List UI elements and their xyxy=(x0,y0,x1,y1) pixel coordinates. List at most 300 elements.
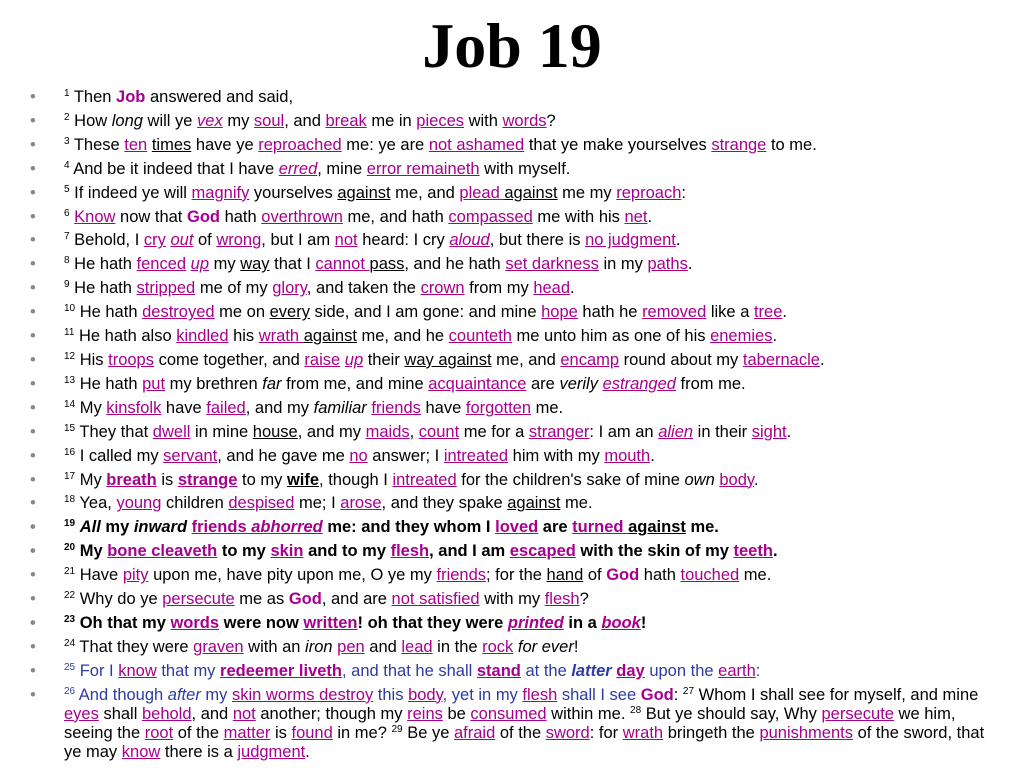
highlighted-word: pen xyxy=(337,637,365,656)
bullet-icon: • xyxy=(30,279,36,298)
verse-text: All xyxy=(79,518,101,537)
verse-text: Yea, xyxy=(75,494,117,513)
verse-text: . xyxy=(305,742,310,761)
verse-item xyxy=(30,158,990,182)
verse-text: , and my xyxy=(297,422,366,441)
verse-text: in my xyxy=(598,255,648,274)
verse-text: familiar xyxy=(313,398,367,417)
highlighted-word: flesh xyxy=(522,685,558,704)
highlighted-word: acquaintance xyxy=(428,374,527,393)
verse-text: far xyxy=(262,374,282,393)
bullet-icon: • xyxy=(30,494,36,513)
verse-text: now that xyxy=(115,207,187,226)
verse-item xyxy=(30,277,990,301)
bullet-icon: • xyxy=(30,422,36,441)
verse-text: , and taken the xyxy=(306,279,421,298)
verse-number: 6 xyxy=(64,207,70,219)
verse-text: will ye xyxy=(142,111,198,130)
verse-text: . xyxy=(570,279,575,298)
verse-text: He hath xyxy=(75,303,143,322)
verse-text: , and that he shall xyxy=(342,661,477,680)
verse-text: to my xyxy=(237,470,287,489)
verse-text: hath he xyxy=(577,303,643,322)
verse-text: long xyxy=(111,111,143,130)
verse-text: me. xyxy=(685,518,719,537)
highlighted-word: against xyxy=(504,183,558,202)
verse-text: If indeed ye will xyxy=(69,183,192,202)
highlighted-word: skin worms destroy xyxy=(232,685,374,704)
highlighted-word: reins xyxy=(407,704,443,723)
highlighted-word: put xyxy=(142,374,166,393)
verse-text: answer; I xyxy=(367,446,444,465)
verse-text: that I xyxy=(269,255,316,274)
verse-item xyxy=(30,636,990,660)
verse-text: . xyxy=(772,327,778,346)
verse-text: my brethren xyxy=(165,374,263,393)
verse-text: this xyxy=(373,685,409,704)
verse-text: me in xyxy=(366,111,417,130)
verse-text: is xyxy=(156,470,178,489)
verse-number: 10 xyxy=(64,303,76,315)
verse-text: My xyxy=(75,470,107,489)
highlighted-word: wrath xyxy=(622,723,664,742)
highlighted-word: root xyxy=(144,723,174,742)
verse-text: in a xyxy=(563,613,602,632)
verse-text: inward xyxy=(133,518,188,537)
verse-text: Then xyxy=(69,88,117,106)
highlighted-word: loved xyxy=(495,518,539,537)
highlighted-word: ten xyxy=(124,135,148,154)
highlighted-word: plead xyxy=(459,183,505,202)
verse-text: : I am an xyxy=(589,422,659,441)
verse-text: , but I am xyxy=(261,231,335,250)
verse-text: Have xyxy=(75,566,123,585)
verse-text: are xyxy=(538,518,573,537)
highlighted-word: pass xyxy=(369,255,405,274)
verse-item xyxy=(30,684,990,762)
highlighted-word: estranged xyxy=(602,374,676,393)
verse-list xyxy=(30,86,990,762)
verse-text: side, and I am gone: and mine xyxy=(309,303,542,322)
verse-item xyxy=(30,229,990,253)
highlighted-word: tabernacle xyxy=(742,350,820,369)
highlighted-word: destroyed xyxy=(142,303,215,322)
verse-text: are xyxy=(526,374,560,393)
verse-text: me with his xyxy=(532,207,625,226)
verse-text: ! xyxy=(573,637,579,656)
verse-text: at the xyxy=(520,661,572,680)
verse-item xyxy=(30,110,990,134)
verse-text: He hath also xyxy=(74,327,177,346)
highlighted-word: way against xyxy=(404,350,492,369)
highlighted-word: vex xyxy=(197,111,223,130)
highlighted-word: wrath xyxy=(258,327,304,346)
verse-text: like a xyxy=(706,303,754,322)
verse-text: me. xyxy=(739,566,772,585)
verse-text: , and are xyxy=(321,590,392,609)
verse-text: , but there is xyxy=(489,231,586,250)
highlighted-word: found xyxy=(291,723,333,742)
highlighted-word: cry xyxy=(143,231,166,250)
verse-number: 23 xyxy=(64,613,76,625)
bullet-icon: • xyxy=(30,590,36,609)
verse-number: 12 xyxy=(64,350,76,362)
verse-item xyxy=(30,301,990,325)
verse-number: 28 xyxy=(630,704,642,716)
verse-number: 9 xyxy=(64,279,70,291)
verse-text: , and he hath xyxy=(404,255,506,274)
bullet-icon: • xyxy=(30,470,36,489)
verse-item xyxy=(30,206,990,230)
verse-text: with myself. xyxy=(479,159,571,178)
highlighted-word: words xyxy=(502,111,547,130)
bullet-icon: • xyxy=(30,518,36,537)
verse-number: 29 xyxy=(391,723,403,735)
verse-item xyxy=(30,397,990,421)
verse-text: These xyxy=(69,135,125,154)
verse-number: 7 xyxy=(64,231,70,243)
highlighted-word: enemies xyxy=(710,327,773,346)
highlighted-word: persecute xyxy=(821,704,894,723)
verse-text: . xyxy=(782,303,787,322)
highlighted-word: escaped xyxy=(509,542,576,561)
verse-text: me on xyxy=(214,303,270,322)
verse-text: my xyxy=(222,111,254,130)
verse-text: round about my xyxy=(619,350,743,369)
verse-text: me, and xyxy=(491,350,561,369)
verse-number: 24 xyxy=(64,637,76,649)
verse-text: me for a xyxy=(459,422,529,441)
highlighted-word: earth xyxy=(718,661,756,680)
bullet-icon: • xyxy=(30,661,36,680)
highlighted-word: stranger xyxy=(528,422,590,441)
verse-text: of xyxy=(583,566,607,585)
verse-text: me of my xyxy=(195,279,273,298)
highlighted-word: know xyxy=(121,742,161,761)
highlighted-word: punishments xyxy=(759,723,853,742)
verse-item xyxy=(30,253,990,277)
verse-text: They that xyxy=(75,422,153,441)
verse-text: Why do ye xyxy=(75,590,163,609)
verse-text: with xyxy=(464,111,503,130)
highlighted-word: turned xyxy=(572,518,629,537)
verse-text: ? xyxy=(546,111,556,130)
name-highlight: God xyxy=(186,207,220,226)
verse-text: in mine xyxy=(190,422,253,441)
verse-text: to my xyxy=(217,542,271,561)
verse-text: , xyxy=(409,422,419,441)
highlighted-word: compassed xyxy=(448,207,533,226)
highlighted-word: error remaineth xyxy=(366,159,480,178)
verse-text: of xyxy=(193,231,217,250)
highlighted-word: Know xyxy=(74,207,116,226)
verse-text: hath xyxy=(639,566,681,585)
verse-number: 4 xyxy=(64,159,70,171)
highlighted-word: graven xyxy=(193,637,244,656)
verse-text: answered and said, xyxy=(145,88,294,106)
verse-number: 17 xyxy=(64,470,76,482)
verse-item xyxy=(30,516,990,540)
verse-text: How xyxy=(69,111,112,130)
verse-number: 19 xyxy=(64,518,76,530)
verse-text: , and my xyxy=(245,398,314,417)
verse-item xyxy=(30,469,990,493)
highlighted-word: written xyxy=(303,613,358,632)
highlighted-word: lead xyxy=(401,637,433,656)
verse-text: My xyxy=(75,398,107,417)
verse-text: hath xyxy=(219,207,262,226)
verse-text: my xyxy=(100,518,134,537)
verse-text: He hath xyxy=(69,255,137,274)
verse-text: and to my xyxy=(303,542,391,561)
verse-text: . xyxy=(650,446,655,465)
verse-number: 5 xyxy=(64,183,70,195)
verse-text: , though I xyxy=(319,470,393,489)
highlighted-word: against xyxy=(507,494,561,513)
verse-text: He hath xyxy=(69,279,137,298)
bullet-icon: • xyxy=(30,159,36,178)
highlighted-word: eyes xyxy=(64,704,99,723)
highlighted-word: count xyxy=(418,422,460,441)
highlighted-word: soul xyxy=(253,111,285,130)
bullet-icon: • xyxy=(30,566,36,585)
verse-text: me. xyxy=(560,494,593,513)
verse-text: their xyxy=(363,350,405,369)
highlighted-word: counteth xyxy=(448,327,512,346)
bullet-icon: • xyxy=(30,135,36,154)
verse-text: me: and they whom I xyxy=(322,518,496,537)
name-highlight: Job xyxy=(116,88,146,106)
verse-text: That they were xyxy=(75,637,194,656)
highlighted-word: reproach xyxy=(616,183,682,202)
bullet-icon: • xyxy=(30,327,36,346)
highlighted-word: persecute xyxy=(162,590,235,609)
highlighted-word: intreated xyxy=(392,470,457,489)
verse-item xyxy=(30,588,990,612)
verse-text: . xyxy=(786,422,792,441)
highlighted-word: stand xyxy=(476,661,521,680)
highlighted-word: friends xyxy=(191,518,252,537)
verse-text: for the children's sake of mine xyxy=(456,470,685,489)
verse-number: 22 xyxy=(64,590,76,602)
highlighted-word: failed xyxy=(206,398,246,417)
verse-number: 1 xyxy=(64,88,70,99)
highlighted-word: set darkness xyxy=(505,255,599,274)
highlighted-word: friends xyxy=(436,566,487,585)
highlighted-word: not satisfied xyxy=(391,590,480,609)
highlighted-word: head xyxy=(533,279,571,298)
highlighted-word: friends xyxy=(371,398,421,417)
verse-text: have xyxy=(161,398,207,417)
verse-text: own xyxy=(684,470,715,489)
highlighted-word: young xyxy=(116,494,162,513)
highlighted-word: times xyxy=(151,135,192,154)
highlighted-word: out xyxy=(170,231,194,250)
verse-text: come together, and xyxy=(153,350,305,369)
highlighted-word: abhorred xyxy=(251,518,323,537)
verse-text: upon the xyxy=(644,661,719,680)
verse-text: , mine xyxy=(317,159,367,178)
verse-text: that my xyxy=(156,661,221,680)
highlighted-word: cannot xyxy=(315,255,370,274)
bullet-icon: • xyxy=(30,446,36,465)
highlighted-word: breath xyxy=(106,470,157,489)
verse-text: and xyxy=(364,637,402,656)
highlighted-word: not xyxy=(232,704,256,723)
highlighted-word: book xyxy=(601,613,641,632)
bullet-icon: • xyxy=(30,111,36,130)
highlighted-word: aloud xyxy=(449,231,490,250)
verse-number: 25 xyxy=(64,661,76,673)
verse-text: of the xyxy=(495,723,546,742)
verse-item xyxy=(30,325,990,349)
verse-text: for ever xyxy=(517,637,574,656)
highlighted-word: behold xyxy=(141,704,192,723)
highlighted-word: skin xyxy=(270,542,304,561)
highlighted-word: hope xyxy=(541,303,578,322)
verse-text: from me, and mine xyxy=(281,374,429,393)
highlighted-word: pity xyxy=(122,566,149,585)
highlighted-word: touched xyxy=(680,566,740,585)
verse-text: My xyxy=(75,542,108,561)
verse-item xyxy=(30,564,990,588)
verse-text: shall I see xyxy=(557,685,641,704)
verse-number: 21 xyxy=(64,566,76,578)
verse-number: 13 xyxy=(64,374,76,386)
highlighted-word: kindled xyxy=(176,327,229,346)
highlighted-word: tree xyxy=(753,303,783,322)
verse-text: But ye should say, Why xyxy=(641,704,822,723)
verse-text: For I xyxy=(75,661,119,680)
highlighted-word: afraid xyxy=(453,723,496,742)
verse-text: shall xyxy=(98,704,142,723)
verse-text: ! oh that they were xyxy=(357,613,508,632)
verse-text: iron xyxy=(305,637,333,656)
verse-text: me, and he xyxy=(356,327,449,346)
highlighted-word: up xyxy=(190,255,210,274)
highlighted-word: break xyxy=(325,111,367,130)
verse-text: be xyxy=(442,704,471,723)
verse-number: 11 xyxy=(64,327,75,339)
highlighted-word: flesh xyxy=(544,590,580,609)
verse-text: of the sword, that ye may xyxy=(64,723,985,761)
highlighted-word: stripped xyxy=(136,279,196,298)
verse-text: ! xyxy=(640,613,647,632)
verse-text: from me. xyxy=(675,374,746,393)
verse-item xyxy=(30,86,990,110)
verse-text: yourselves xyxy=(249,183,338,202)
verse-text: upon me, have pity upon me, O ye my xyxy=(148,566,437,585)
verse-text: his xyxy=(228,327,259,346)
highlighted-word: raise xyxy=(304,350,341,369)
highlighted-word: no xyxy=(349,446,368,465)
page-title: Job 19 xyxy=(422,10,602,81)
highlighted-word: consumed xyxy=(470,704,547,723)
verse-text: we him, seeing the xyxy=(64,704,956,742)
verse-text: ? xyxy=(579,590,589,609)
verse-text: ; for the xyxy=(486,566,547,585)
verse-text: Whom I shall see for myself, and mine xyxy=(694,685,979,704)
highlighted-word: wrong xyxy=(216,231,262,250)
highlighted-word: glory xyxy=(272,279,307,298)
verse-number: 15 xyxy=(64,422,76,434)
verse-text: me as xyxy=(234,590,289,609)
highlighted-word: against xyxy=(628,518,686,537)
verse-text: me: ye are xyxy=(341,135,429,154)
highlighted-word: crown xyxy=(420,279,465,298)
verse-item xyxy=(30,445,990,469)
verse-text: children xyxy=(161,494,229,513)
verse-text: to me. xyxy=(766,135,817,154)
highlighted-word: against xyxy=(303,327,357,346)
verse-item xyxy=(30,134,990,158)
name-highlight: God xyxy=(640,685,674,704)
highlighted-word: despised xyxy=(228,494,295,513)
highlighted-word: body xyxy=(408,685,443,704)
verse-text: And though xyxy=(75,685,168,704)
bullet-icon: • xyxy=(30,183,36,202)
highlighted-word: matter xyxy=(223,723,271,742)
verse-text: with an xyxy=(243,637,306,656)
verse-text: my xyxy=(200,685,232,704)
verse-text: I called my xyxy=(75,446,164,465)
verse-text: have xyxy=(420,398,466,417)
highlighted-word: net xyxy=(624,207,648,226)
verse-item xyxy=(30,373,990,397)
highlighted-word: sight xyxy=(751,422,787,441)
highlighted-word: kinsfolk xyxy=(106,398,162,417)
highlighted-word: intreated xyxy=(443,446,509,465)
verse-number: 2 xyxy=(64,111,70,123)
highlighted-word: encamp xyxy=(560,350,620,369)
verse-text: have ye xyxy=(191,135,259,154)
bullet-icon: • xyxy=(30,303,36,322)
verse-text: within me. xyxy=(546,704,631,723)
highlighted-word: dwell xyxy=(152,422,191,441)
verse-text: , and xyxy=(284,111,326,130)
highlighted-word: bone cleaveth xyxy=(107,542,218,561)
bullet-icon: • xyxy=(30,542,36,561)
verse-item xyxy=(30,492,990,516)
highlighted-word: up xyxy=(344,350,364,369)
verse-text: me; I xyxy=(294,494,341,513)
highlighted-word: rock xyxy=(482,637,514,656)
highlighted-word: mouth xyxy=(604,446,651,465)
verse-text: there is a xyxy=(160,742,238,761)
highlighted-word: way xyxy=(240,255,270,274)
verse-text: Oh that my xyxy=(75,613,171,632)
highlighted-word: pieces xyxy=(416,111,464,130)
highlighted-word: erred xyxy=(278,159,318,178)
highlighted-word: servant xyxy=(163,446,218,465)
highlighted-word: arose xyxy=(340,494,382,513)
verse-text: Be ye xyxy=(402,723,454,742)
highlighted-word: every xyxy=(269,303,310,322)
verse-text: His xyxy=(75,350,109,369)
verse-text: is xyxy=(270,723,292,742)
verse-item xyxy=(30,182,990,206)
highlighted-word: redeemer liveth xyxy=(220,661,343,680)
verse-text: in the xyxy=(432,637,483,656)
verse-text: me, and hath xyxy=(342,207,449,226)
verse-number: 26 xyxy=(64,685,76,697)
highlighted-word: judgment xyxy=(237,742,306,761)
verse-text: were now xyxy=(219,613,304,632)
verse-number: 3 xyxy=(64,135,70,147)
verse-number: 20 xyxy=(64,542,76,554)
highlighted-word: overthrown xyxy=(261,207,343,226)
verse-text: me, and xyxy=(390,183,460,202)
